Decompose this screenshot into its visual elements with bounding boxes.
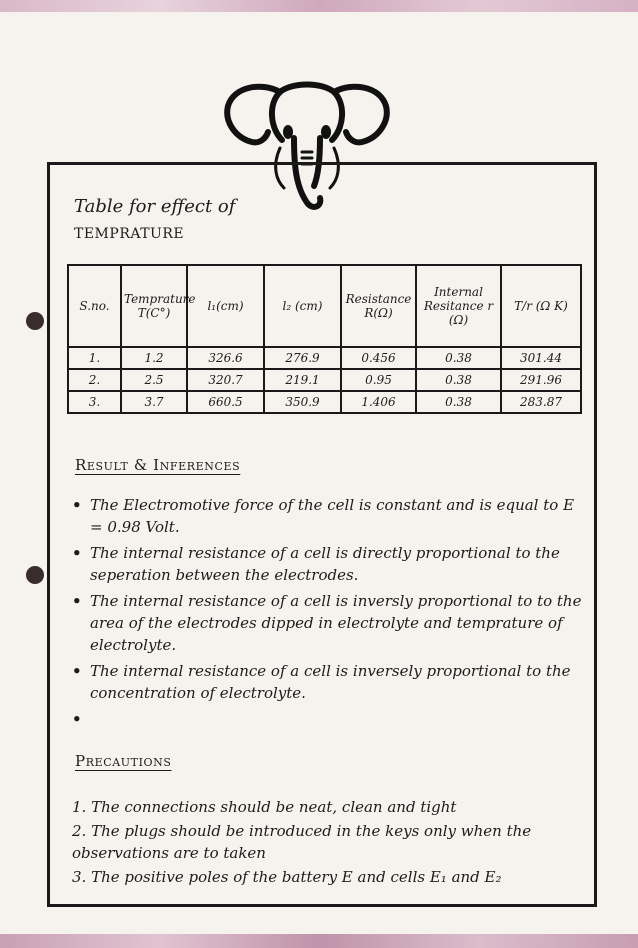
paper-bottom-edge	[0, 934, 638, 948]
header-sno: S.no.	[68, 265, 121, 347]
header-temperature: Temprature T(C°)	[121, 265, 187, 347]
inference-text: The internal resistance of a cell is directly proportional to the seperation between the electrodes.	[90, 544, 560, 584]
table-cell: 0.95	[341, 369, 416, 391]
punch-hole	[26, 312, 44, 330]
table-cell: 276.9	[264, 347, 341, 369]
table-cell: 291.96	[501, 369, 581, 391]
inference-text: The internal resistance of a cell is inversely proportional to the concentration of electrolyte.	[90, 662, 571, 702]
header-internal-resistance: Internal Resitance r (Ω)	[416, 265, 501, 347]
result-heading: Result & Inferences	[75, 456, 241, 474]
list-item	[72, 494, 582, 538]
punch-hole	[26, 566, 44, 584]
paper-top-edge	[0, 0, 638, 12]
precautions-list	[72, 796, 587, 890]
header-resistance: Resistance R(Ω)	[341, 265, 416, 347]
table-row	[68, 391, 581, 413]
table-title: Table for effect of	[74, 196, 236, 217]
table-cell: 350.9	[264, 391, 341, 413]
table-cell: 301.44	[501, 347, 581, 369]
table-cell: 0.38	[416, 347, 501, 369]
table-cell: 660.5	[187, 391, 264, 413]
precautions-heading: Precautions	[75, 752, 172, 770]
table-cell: 283.87	[501, 391, 581, 413]
table-cell: 1.	[68, 347, 121, 369]
table-header-row	[68, 265, 581, 347]
inference-text: The Electromotive force of the cell is constant and is equal to E = 0.98 Volt.	[90, 496, 575, 536]
observation-table	[67, 264, 582, 414]
inference-text: The internal resistance of a cell is inversly proportional to to the area of the electrodes dipped in electrolyte and temprature of electrolyte.	[90, 592, 582, 654]
list-item: 3. The positive poles of the battery E and cells E₁ and E₂	[72, 868, 502, 886]
table-cell: 326.6	[187, 347, 264, 369]
table-cell: 1.406	[341, 391, 416, 413]
table-row	[68, 347, 581, 369]
table-cell: 3.7	[121, 391, 187, 413]
table-cell: 320.7	[187, 369, 264, 391]
bullet-icon: •	[72, 544, 82, 562]
list-item	[72, 660, 582, 704]
bullet-icon: •	[72, 710, 82, 728]
table-cell: 219.1	[264, 369, 341, 391]
list-item	[72, 542, 582, 586]
table-cell: 3.	[68, 391, 121, 413]
header-t-over-r: T/r (Ω K)	[501, 265, 581, 347]
table-cell: 0.456	[341, 347, 416, 369]
table-cell: 0.38	[416, 391, 501, 413]
bullet-icon: •	[72, 662, 82, 680]
list-item: 2. The plugs should be introduced in the keys only when the observations are to taken	[72, 822, 532, 862]
table-cell: 1.2	[121, 347, 187, 369]
bullet-icon: •	[72, 592, 82, 610]
table-cell: 0.38	[416, 369, 501, 391]
table-cell: 2.	[68, 369, 121, 391]
header-l1: l₁(cm)	[187, 265, 264, 347]
table-cell: 2.5	[121, 369, 187, 391]
list-item: 1. The connections should be neat, clean and tight	[72, 798, 457, 816]
table-subtitle: TEMPRATURE	[74, 226, 185, 242]
table-row	[68, 369, 581, 391]
inference-list	[72, 494, 582, 728]
list-item	[72, 590, 582, 656]
header-l2: l₂ (cm)	[264, 265, 341, 347]
bullet-icon: •	[72, 496, 82, 514]
